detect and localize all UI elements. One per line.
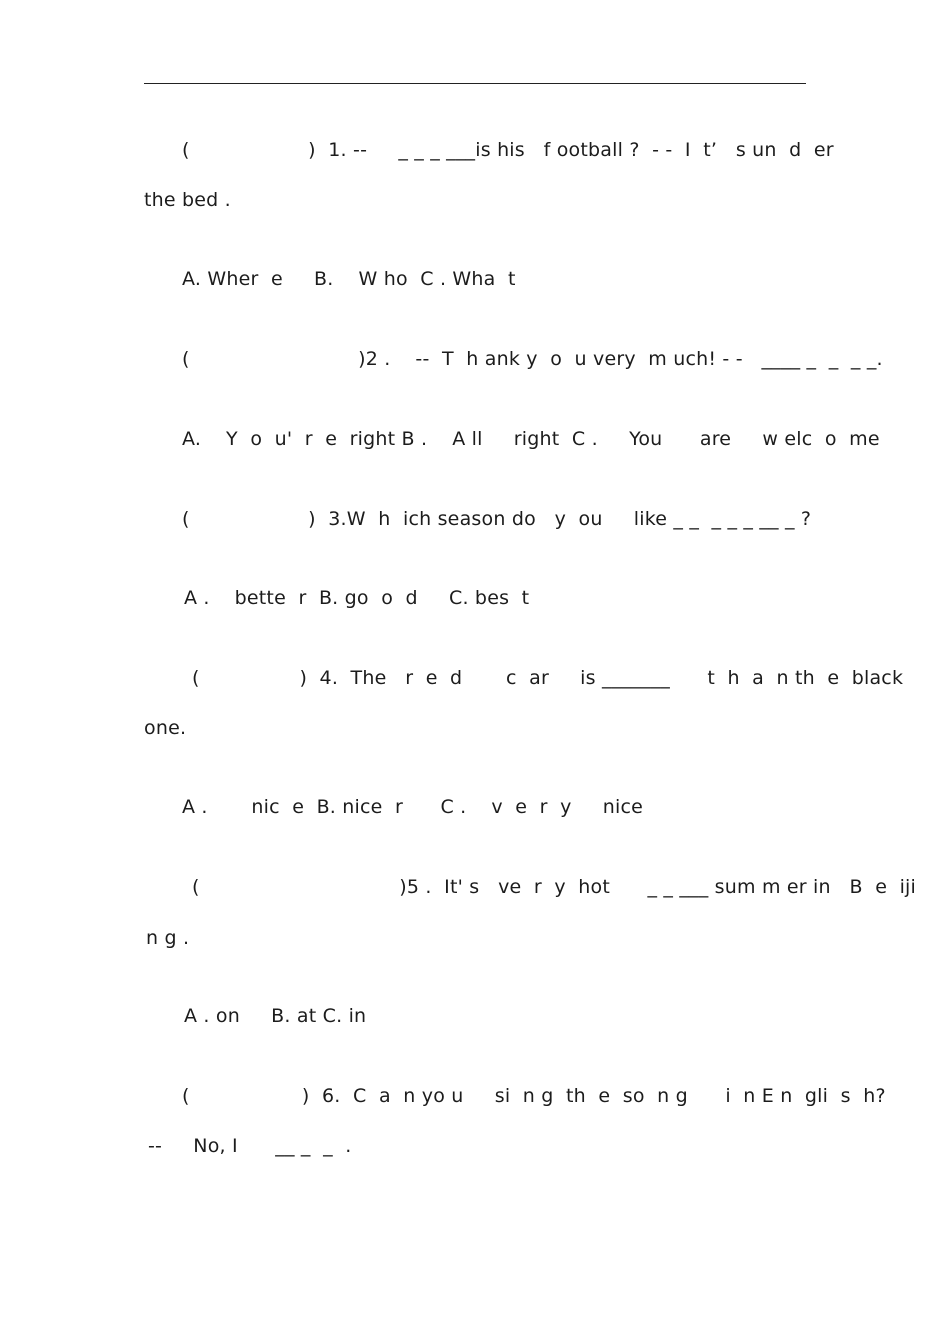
question-4-options: A . nic e B. nice r C . v e r y nice (182, 796, 644, 818)
question-1-options: A. Wher e B. W ho C . Wha t (182, 268, 516, 290)
question-3-options: A . bette r B. go o d C. bes t (184, 587, 530, 609)
question-6-continued: -- No, I __ _ _ . (148, 1135, 352, 1157)
question-5-continued: n g . (146, 927, 190, 949)
question-1: ( ) 1. -- _ _ _ ___is his f ootball ? - - I t’ s un d er (182, 139, 834, 161)
question-3: ( ) 3.W h ich season do y ou like _ _ _ _ _ __ _ ? (182, 508, 812, 530)
question-2-options: A. Y o u' r e right B . A ll right C . You are w elc o me (182, 428, 880, 450)
question-1-continued: the bed . (144, 189, 231, 211)
header-rule (144, 83, 806, 84)
question-5-options: A . on B. at C. in (184, 1005, 367, 1027)
question-4-continued: one. (144, 717, 187, 739)
question-4: ( ) 4. The r e d c ar is _______ t h a n th e black (192, 667, 904, 689)
question-2: ( )2 . -- T h ank y o u very m uch! - - ____ _ _ _ _. (182, 348, 883, 370)
question-6: ( ) 6. C a n yo u si n g th e so n g i n E n gli s h? (182, 1085, 886, 1107)
question-5: ( )5 . It' s ve r y hot _ _ ___ sum m er in B e iji (192, 876, 917, 898)
